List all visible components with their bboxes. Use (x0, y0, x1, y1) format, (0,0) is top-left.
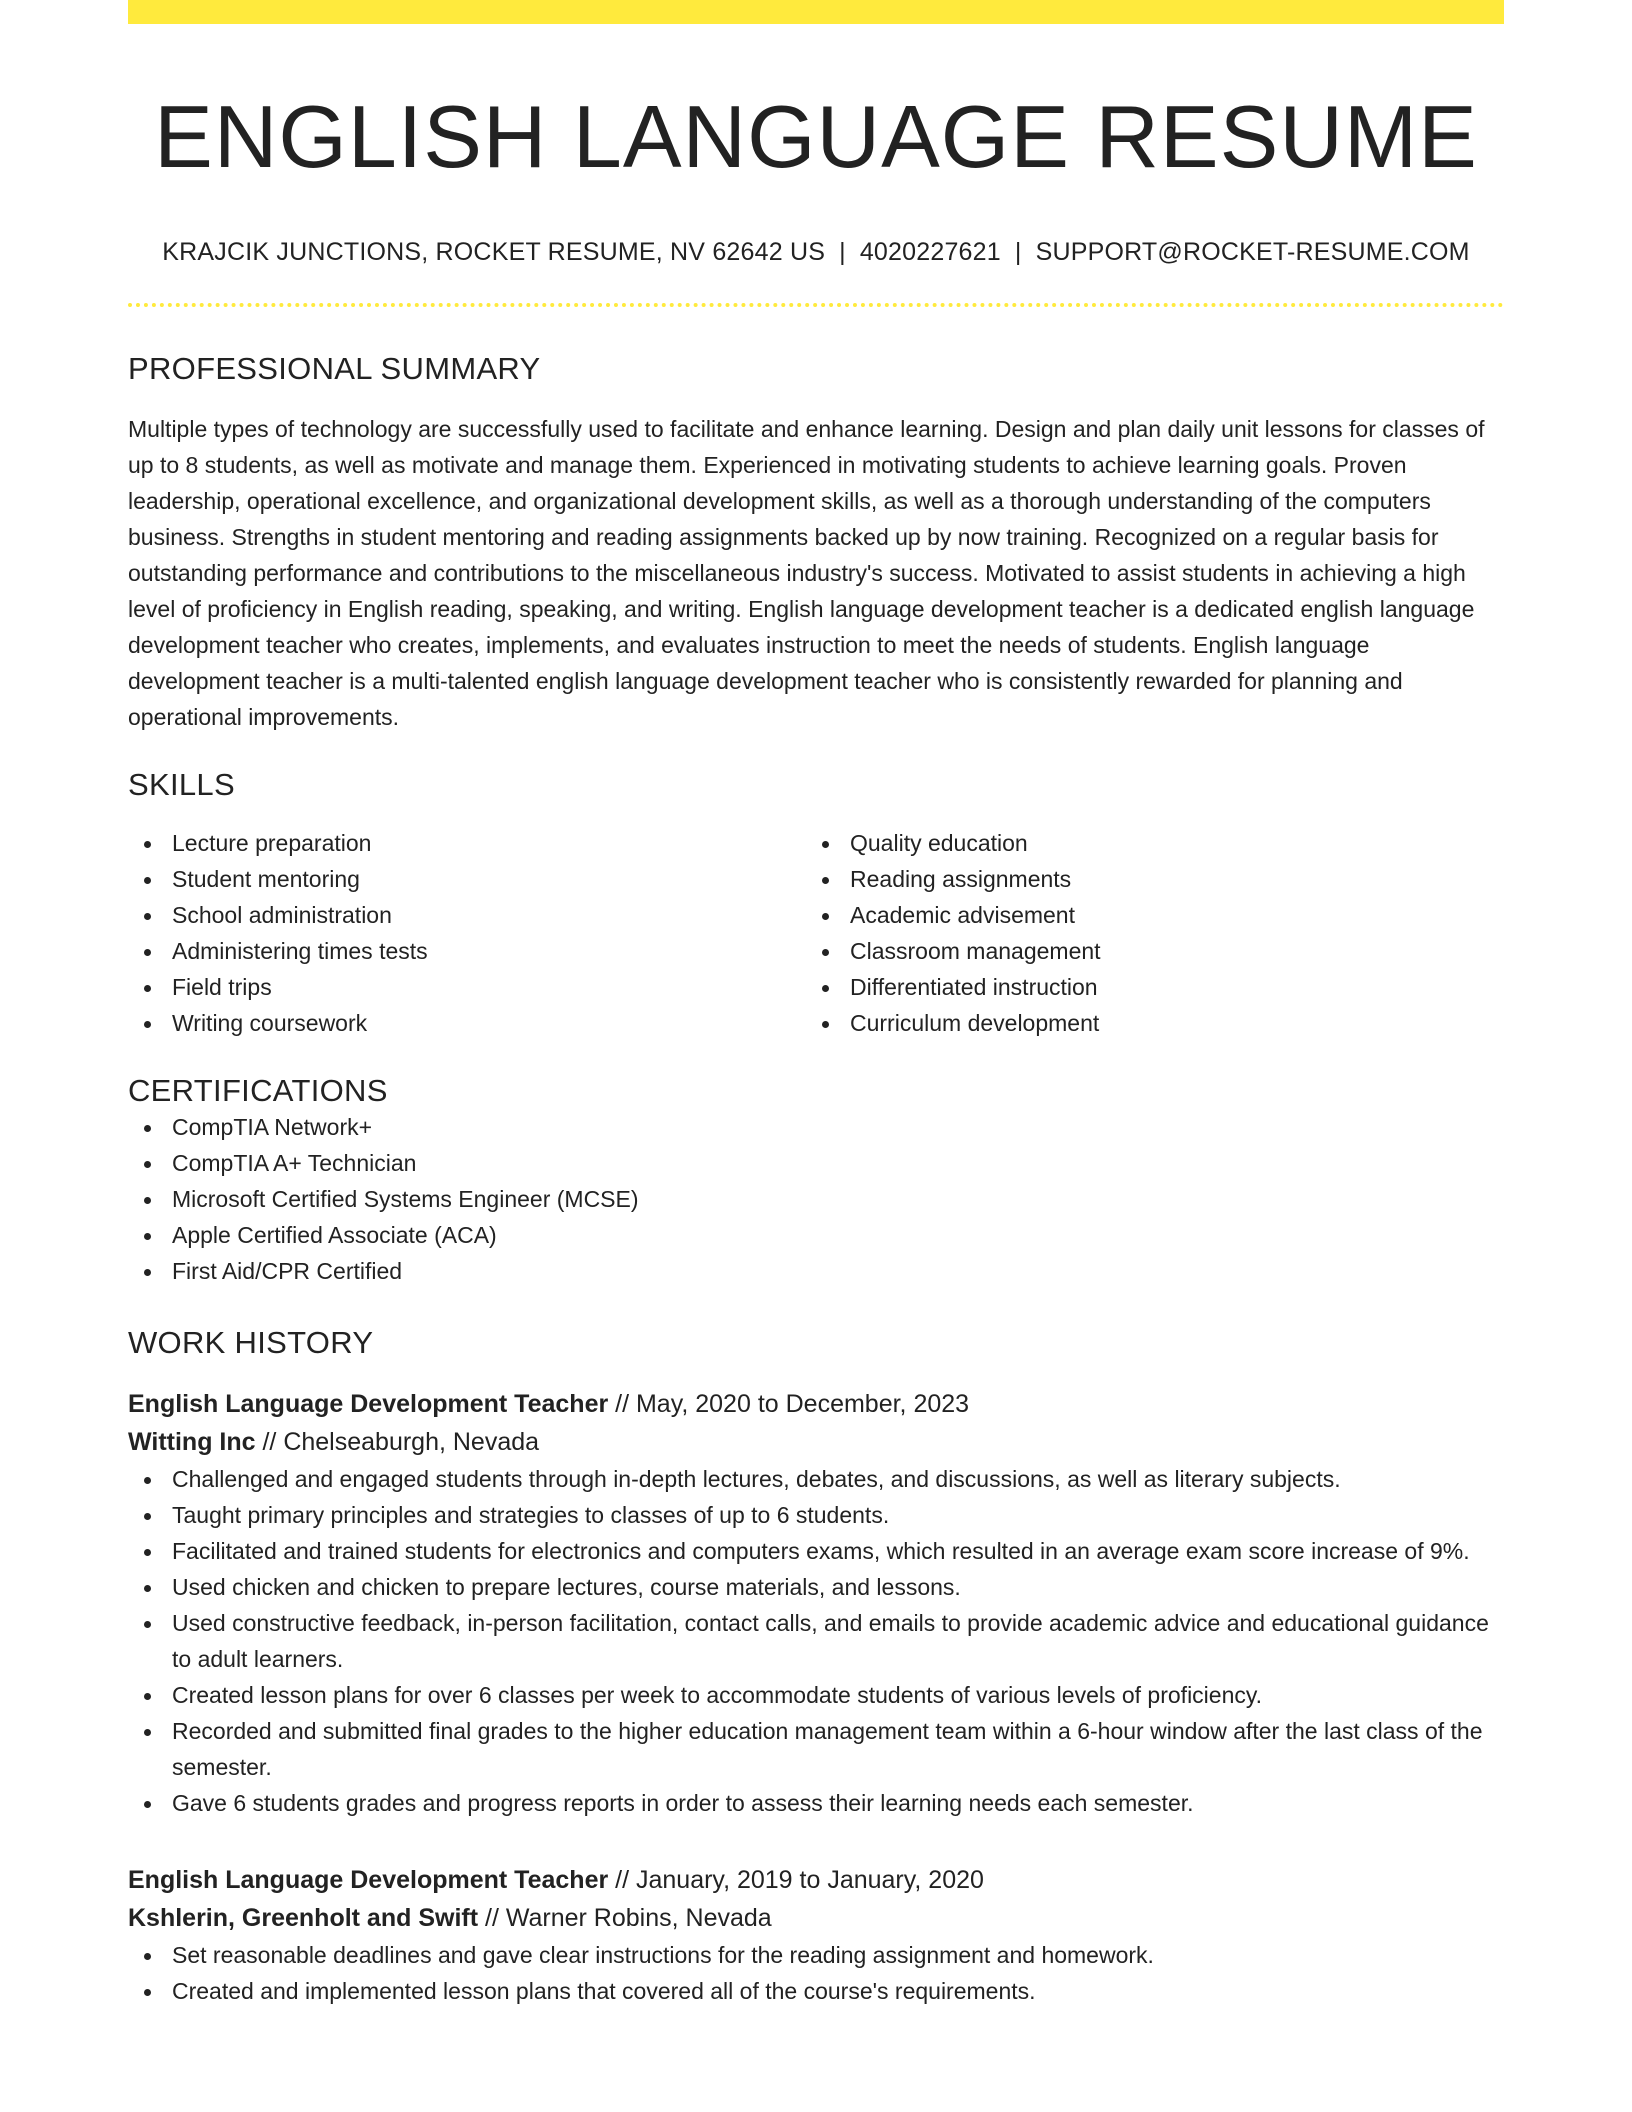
certification-item: CompTIA A+ Technician (128, 1145, 1504, 1181)
job-dates: // May, 2020 to December, 2023 (608, 1389, 970, 1418)
certification-item: CompTIA Network+ (128, 1109, 1504, 1145)
contact-separator: | (1014, 237, 1022, 266)
job-company: Witting Inc (128, 1427, 256, 1456)
skill-item: Reading assignments (806, 861, 1484, 897)
contact-phone: 4020227621 (859, 237, 1001, 266)
skill-item: Student mentoring (128, 861, 806, 897)
job-duty: Created lesson plans for over 6 classes per week to accommodate students of various levels of proficiency. (128, 1677, 1504, 1713)
job-location: // Chelseaburgh, Nevada (255, 1427, 540, 1456)
resume-page (128, 0, 1504, 2009)
job-duty: Gave 6 students grades and progress reports in order to assess their learning needs each semester. (128, 1785, 1504, 1821)
job-duty: Facilitated and trained students for electronics and computers exams, which resulted in an average exam score increase of 9%. (128, 1533, 1504, 1569)
job-entry (128, 1385, 1504, 1821)
job-company: Kshlerin, Greenholt and Swift (128, 1903, 479, 1932)
certifications-heading: CERTIFICATIONS (128, 1072, 388, 1108)
job-duty: Taught primary principles and strategies to classes of up to 6 students. (128, 1497, 1504, 1533)
skills-grid (128, 825, 1504, 1041)
skill-item: Field trips (128, 969, 806, 1005)
contact-separator: | (839, 237, 846, 266)
certifications-list (128, 1109, 1504, 1289)
job-role: English Language Development Teacher (128, 1389, 609, 1418)
contact-line (128, 238, 1504, 267)
job-duty: Challenged and engaged students through in-depth lectures, debates, and discussions, as well as literary subjects. (128, 1461, 1504, 1497)
certification-item: Apple Certified Associate (ACA) (128, 1217, 1504, 1253)
job-duty: Created and implemented lesson plans that covered all of the course's requirements. (128, 1973, 1504, 2009)
skill-item: Differentiated instruction (806, 969, 1484, 1005)
skills-heading: SKILLS (128, 766, 235, 802)
certification-item: First Aid/CPR Certified (128, 1253, 1504, 1289)
summary-heading: PROFESSIONAL SUMMARY (128, 350, 541, 386)
job-role: English Language Development Teacher (128, 1865, 609, 1894)
job-duty: Set reasonable deadlines and gave clear instructions for the reading assignment and homework. (128, 1937, 1504, 1973)
contact-address: KRAJCIK JUNCTIONS, ROCKET RESUME, NV 62642 US (162, 237, 826, 266)
resume-title: ENGLISH LANGUAGE RESUME (154, 87, 1478, 186)
accent-bar (128, 0, 1504, 24)
job-role-line (128, 1861, 1504, 1899)
certification-item: Microsoft Certified Systems Engineer (MCSE) (128, 1181, 1504, 1217)
skills-list-right (806, 825, 1484, 1041)
job-duty: Used chicken and chicken to prepare lectures, course materials, and lessons. (128, 1569, 1504, 1605)
job-company-line (128, 1423, 1504, 1461)
job-role-line (128, 1385, 1504, 1423)
skills-column-right (806, 825, 1484, 1041)
skill-item: Classroom management (806, 933, 1484, 969)
work-history-heading: WORK HISTORY (128, 1324, 374, 1360)
contact-email: SUPPORT@ROCKET-RESUME.COM (1035, 237, 1470, 266)
job-duties-list (128, 1461, 1504, 1821)
job-company-line (128, 1899, 1504, 1937)
skill-item: Quality education (806, 825, 1484, 861)
summary-text: Multiple types of technology are successfully used to facilitate and enhance learning. Design and plan daily unit lessons for classes of up to 8 students, as well as motivate and manage them. Experienced in motivating students to achieve learning goals. Proven leadership, operational excellence, and organizational development skills, as well as a thorough understanding of the computers business. Strengths in student mentoring and reading assignments backed up by now training. Recognized on a regular basis for outstanding performance and contributions to the miscellaneous industry's success. Motivated to assist students in achieving a high level of proficiency in English reading, speaking, and writing. English language development teacher is a dedicated english language development teacher who creates, implements, and evaluates instruction to meet the needs of students. English language development teacher is a multi-talented english language development teacher who is consistently rewarded for planning and operational improvements. (128, 415, 1485, 730)
skill-item: School administration (128, 897, 806, 933)
dotted-divider (128, 303, 1504, 307)
job-duties-list (128, 1937, 1504, 2009)
skill-item: Administering times tests (128, 933, 806, 969)
skill-item: Curriculum development (806, 1005, 1484, 1041)
skills-column-left (128, 825, 806, 1041)
job-duty: Recorded and submitted final grades to the higher education management team within a 6-hour window after the last class of the semester. (128, 1713, 1504, 1785)
job-entry (128, 1861, 1504, 2009)
job-location: // Warner Robins, Nevada (478, 1903, 772, 1932)
job-dates: // January, 2019 to January, 2020 (608, 1865, 984, 1894)
skill-item: Writing coursework (128, 1005, 806, 1041)
skill-item: Lecture preparation (128, 825, 806, 861)
job-duty: Used constructive feedback, in-person facilitation, contact calls, and emails to provide academic advice and educational guidance to adult learners. (128, 1605, 1504, 1677)
skills-list-left (128, 825, 806, 1041)
skill-item: Academic advisement (806, 897, 1484, 933)
